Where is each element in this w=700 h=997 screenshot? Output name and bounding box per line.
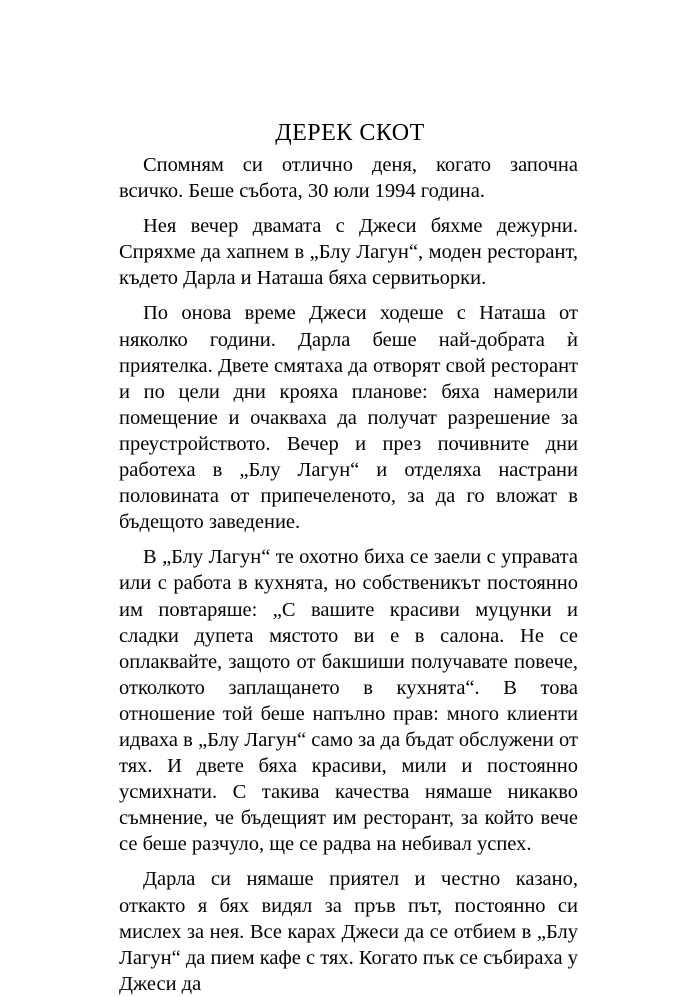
chapter-body xyxy=(119,152,578,997)
paragraph: Нея вечер двамата с Джеси бяхме дежурни. Спряхме да хапнем в „Блу Лагун“, моден ресторант, където Дарла и Наташа бяха сервитьорки. xyxy=(119,215,578,290)
paragraph: Дарла си нямаше приятел и честно казано, откакто я бях видял за пръв път, постоянно си мислех за нея. Все карах Джеси да се отбием в „Блу Лагун“ да пием кафе с тях. Когато пък се събираха у Джеси да xyxy=(119,868,578,995)
paragraph: В „Блу Лагун“ те охотно биха се заели с управата или с работа в кухнята, но собственикът постоянно им повтаряше: „С вашите красиви муцунки и сладки дупета мястото ви е в салона. Не се оплаквайте, защото от бакшиши получавате повече, отколкото заплащането в кухнята“. В това отношение той беше напълно прав: много клиенти идваха в „Блу Лагун“ само за да бъдат обслужени от тях. И двете бяха красиви, мили и постоянно усмихнати. С такива качества нямаше никакво съмнение, че бъдещият им ресторант, за който вече се беше разчуло, ще се радва на небивал успех. xyxy=(119,546,578,856)
paragraph: По онова време Джеси ходеше с Наташа от няколко години. Дарла беше най-добрата ѝ приятелка. Двете смятаха да отворят свой ресторант и по цели дни крояха планове: бяха намерили помещение и очакваха да получат разрешение за преустройството. Вечер и през почивните дни работеха в „Блу Лагун“ и отделяха настрани половината от припечеленото, за да го вложат в бъдещото заведение. xyxy=(119,302,578,534)
paragraph: Спомням си отлично деня, когато започна всичко. Беше събота, 30 юли 1994 година. xyxy=(119,154,578,203)
chapter-title: ДЕРЕК СКОТ xyxy=(275,120,425,146)
